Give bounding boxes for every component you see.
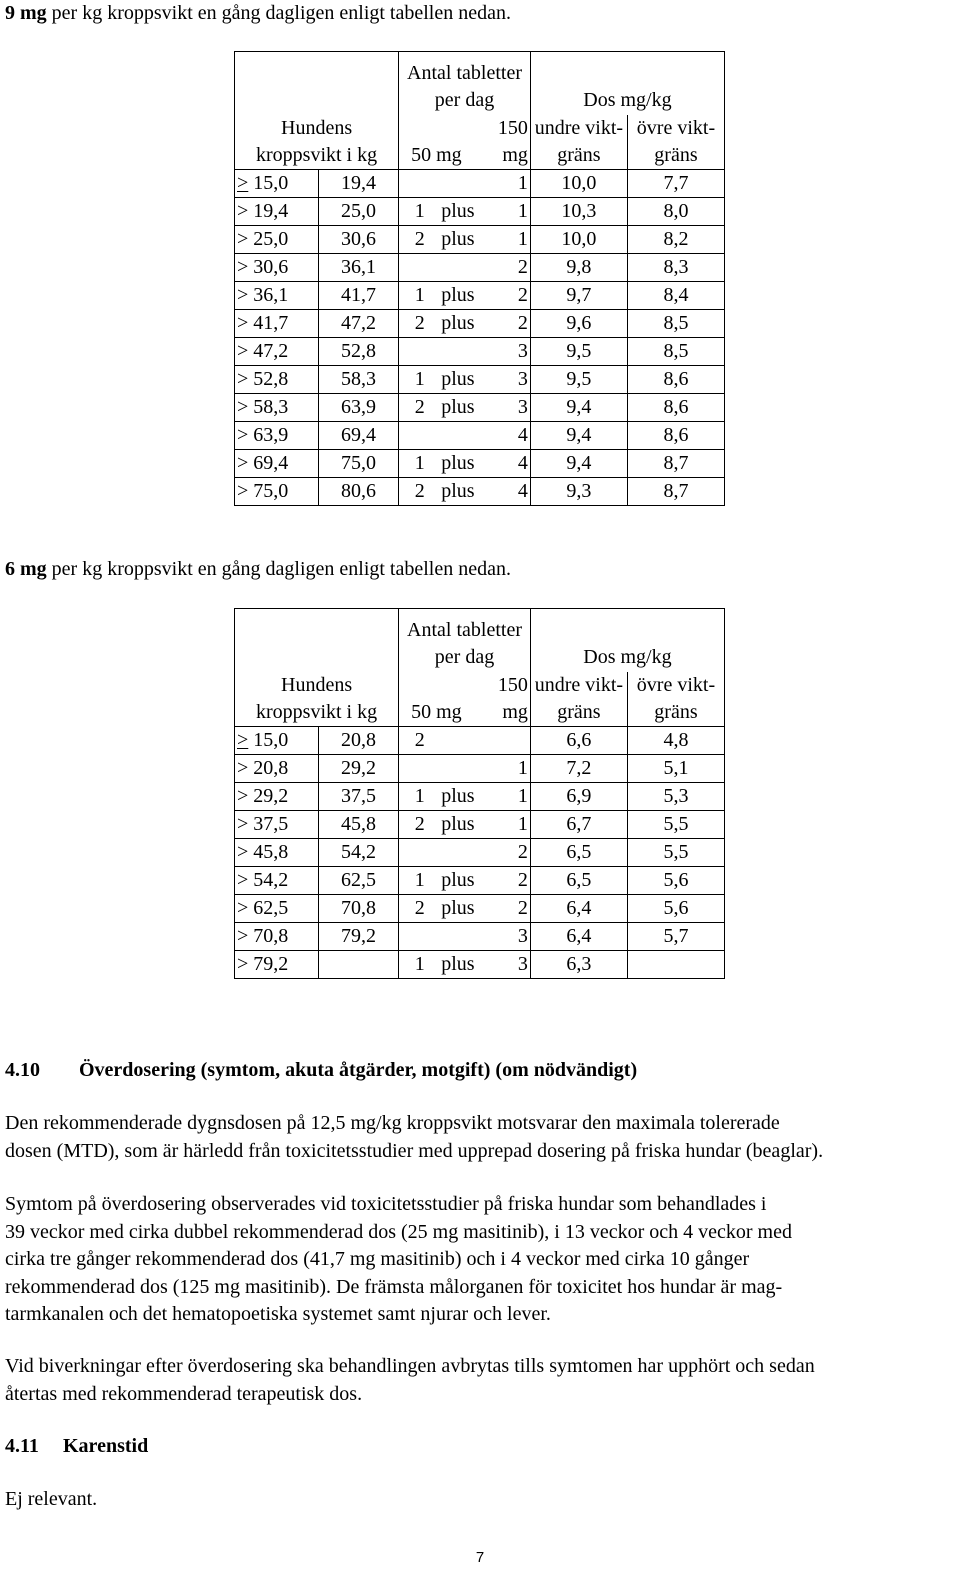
cell-tablets-50mg xyxy=(399,839,427,867)
cell-tablets-50mg: 2 xyxy=(399,895,427,923)
cell-plus: plus xyxy=(427,282,489,310)
cell-plus: plus xyxy=(427,198,489,226)
text-line: Symtom på överdosering observerades vid toxicitetsstudier på friska hundar som behandlades i xyxy=(5,1193,767,1215)
cell-plus: plus xyxy=(427,811,489,839)
cell-tablets-50mg xyxy=(399,170,427,198)
cell-weight-from: > 41,7 xyxy=(235,310,319,338)
text-line: cirka tre gånger rekommenderad dos (41,7 mg masitinib) och i 4 veckor med cirka 10 gånger xyxy=(5,1248,750,1270)
cell-tablets-150mg: 2 xyxy=(489,839,530,867)
table-row xyxy=(235,170,725,198)
cell-tablets-150mg: 3 xyxy=(489,923,530,951)
cell-weight-to xyxy=(318,951,398,979)
cell-dose-upper: 8,5 xyxy=(627,310,724,338)
table-row xyxy=(235,783,725,811)
cell-tablets-150mg: 1 xyxy=(489,811,530,839)
cell-weight-from: > 52,8 xyxy=(235,366,319,394)
text-line: återtas med rekommenderad terapeutisk dos. xyxy=(5,1382,363,1405)
cell-dose-upper: 8,7 xyxy=(627,478,724,506)
cell-dose-upper: 5,1 xyxy=(627,755,724,783)
cell-weight-from: > 15,0 xyxy=(235,170,319,198)
cell-tablets-50mg: 2 xyxy=(399,310,427,338)
header-tablets: Antal tabletter per dag xyxy=(399,52,531,116)
header-weight-top xyxy=(235,609,399,673)
section-title: Karenstid xyxy=(63,1435,149,1457)
cell-plus: plus xyxy=(427,867,489,895)
header-upper: övre vikt-gräns xyxy=(627,672,724,727)
cell-tablets-50mg: 1 xyxy=(399,450,427,478)
table-row xyxy=(235,867,725,895)
cell-dose-lower: 7,2 xyxy=(530,755,627,783)
cell-tablets-150mg: 1 xyxy=(489,198,530,226)
cell-dose-lower: 6,5 xyxy=(530,867,627,895)
cell-tablets-150mg: 3 xyxy=(489,338,530,366)
cell-tablets-150mg: 1 xyxy=(489,755,530,783)
cell-dose-upper: 8,5 xyxy=(627,338,724,366)
cell-tablets-50mg xyxy=(399,923,427,951)
table-row xyxy=(235,811,725,839)
table-body xyxy=(235,672,725,979)
cell-weight-from: > 29,2 xyxy=(235,783,319,811)
cell-weight-from: > 37,5 xyxy=(235,811,319,839)
cell-tablets-50mg: 1 xyxy=(399,783,427,811)
cell-tablets-150mg: 1 xyxy=(489,783,530,811)
cell-dose-lower: 9,3 xyxy=(530,478,627,506)
paragraph-treatment xyxy=(5,1353,955,1408)
table-row xyxy=(235,755,725,783)
paragraph-withdrawal: Ej relevant. xyxy=(5,1488,98,1510)
section-title: Överdosering (symtom, akuta åtgärder, motgift) (om nödvändigt) xyxy=(79,1059,638,1081)
table-row xyxy=(235,450,725,478)
cell-plus: plus xyxy=(427,394,489,422)
intro-6mg-bold: 6 mg xyxy=(5,558,47,580)
cell-weight-from: > 45,8 xyxy=(235,839,319,867)
cell-tablets-50mg: 1 xyxy=(399,198,427,226)
intro-9mg xyxy=(5,0,955,28)
section-4-11-heading xyxy=(5,1433,148,1460)
table-row xyxy=(235,727,725,755)
cell-weight-to: 62,5 xyxy=(318,867,398,895)
cell-tablets-150mg: 4 xyxy=(489,422,530,450)
cell-weight-to: 37,5 xyxy=(318,783,398,811)
cell-plus xyxy=(427,727,489,755)
cell-weight-to: 25,0 xyxy=(318,198,398,226)
cell-weight-to: 41,7 xyxy=(318,282,398,310)
cell-dose-upper: 8,6 xyxy=(627,394,724,422)
cell-weight-from: > 79,2 xyxy=(235,951,319,979)
text-line: Vid biverkningar efter överdosering ska behandlingen avbrytas tills symtomen har upphört och sedan xyxy=(5,1355,815,1377)
cell-weight-from: > 36,1 xyxy=(235,282,319,310)
cell-plus xyxy=(427,839,489,867)
cell-weight-to: 69,4 xyxy=(318,422,398,450)
cell-weight-to: 36,1 xyxy=(318,254,398,282)
table-row xyxy=(235,923,725,951)
cell-weight-from: > 20,8 xyxy=(235,755,319,783)
header-150mg: 150 mg xyxy=(489,115,530,170)
cell-plus: plus xyxy=(427,951,489,979)
cell-dose-upper: 5,6 xyxy=(627,895,724,923)
cell-plus: plus xyxy=(427,895,489,923)
cell-weight-from: > 69,4 xyxy=(235,450,319,478)
cell-dose-upper: 8,6 xyxy=(627,366,724,394)
header-50mg: 50 mg xyxy=(399,115,489,170)
cell-plus xyxy=(427,254,489,282)
header-weight: Hundens kroppsvikt i kg xyxy=(235,115,399,170)
table-row xyxy=(235,226,725,254)
cell-plus: plus xyxy=(427,226,489,254)
cell-dose-upper: 8,0 xyxy=(627,198,724,226)
cell-plus: plus xyxy=(427,450,489,478)
cell-dose-upper: 5,7 xyxy=(627,923,724,951)
cell-weight-from: > 58,3 xyxy=(235,394,319,422)
cell-dose-upper: 8,3 xyxy=(627,254,724,282)
text-line: rekommenderad dos (125 mg masitinib). De främsta målorganen för toxicitet hos hundar är mag- xyxy=(5,1275,783,1298)
cell-dose-lower: 6,3 xyxy=(530,951,627,979)
table-row xyxy=(235,394,725,422)
cell-weight-from: > 15,0 xyxy=(235,727,319,755)
header-weight-top xyxy=(235,52,399,116)
cell-weight-to: 20,8 xyxy=(318,727,398,755)
cell-weight-from: > 25,0 xyxy=(235,226,319,254)
section-number: 4.11 xyxy=(5,1435,39,1457)
cell-weight-from: > 19,4 xyxy=(235,198,319,226)
header-lower: undre vikt-gräns xyxy=(530,115,627,170)
cell-dose-lower: 9,5 xyxy=(530,366,627,394)
table-row xyxy=(235,198,725,226)
cell-dose-lower: 9,8 xyxy=(530,254,627,282)
cell-dose-lower: 6,4 xyxy=(530,923,627,951)
cell-weight-to: 63,9 xyxy=(318,394,398,422)
table-row xyxy=(235,310,725,338)
cell-weight-to: 75,0 xyxy=(318,450,398,478)
text-line: 39 veckor med cirka dubbel rekommenderad dos (25 mg masitinib), i 13 veckor och 4 veckor med xyxy=(5,1220,792,1243)
intro-9mg-text: per kg kroppsvikt en gång dagligen enligt tabellen nedan. xyxy=(46,2,511,24)
cell-tablets-150mg: 1 xyxy=(489,170,530,198)
cell-dose-upper: 8,2 xyxy=(627,226,724,254)
cell-plus xyxy=(427,170,489,198)
cell-plus: plus xyxy=(427,478,489,506)
cell-dose-upper: 5,5 xyxy=(627,811,724,839)
cell-tablets-50mg: 1 xyxy=(399,951,427,979)
cell-dose-upper: 7,7 xyxy=(627,170,724,198)
cell-tablets-150mg: 2 xyxy=(489,867,530,895)
cell-dose-lower: 6,7 xyxy=(530,811,627,839)
cell-weight-to: 19,4 xyxy=(318,170,398,198)
cell-tablets-150mg: 1 xyxy=(489,226,530,254)
cell-tablets-150mg: 3 xyxy=(489,394,530,422)
table-row xyxy=(235,478,725,506)
cell-dose-lower: 10,0 xyxy=(530,170,627,198)
cell-weight-from: > 54,2 xyxy=(235,867,319,895)
cell-dose-lower: 6,9 xyxy=(530,783,627,811)
cell-tablets-150mg: 2 xyxy=(489,310,530,338)
section-4-10-heading xyxy=(5,1057,637,1084)
cell-dose-upper: 5,5 xyxy=(627,839,724,867)
cell-dose-upper: 8,4 xyxy=(627,282,724,310)
cell-plus: plus xyxy=(427,366,489,394)
table-row xyxy=(235,951,725,979)
cell-tablets-150mg: 2 xyxy=(489,282,530,310)
dose-table-9mg xyxy=(234,51,725,506)
paragraph-mtd xyxy=(5,1110,955,1165)
table-row xyxy=(235,282,725,310)
table-row xyxy=(235,895,725,923)
cell-tablets-50mg: 2 xyxy=(399,727,427,755)
table-row xyxy=(235,839,725,867)
cell-dose-upper: 4,8 xyxy=(627,727,724,755)
cell-tablets-150mg: 4 xyxy=(489,478,530,506)
paragraph-symptoms xyxy=(5,1191,955,1329)
cell-dose-lower: 10,0 xyxy=(530,226,627,254)
cell-tablets-50mg xyxy=(399,422,427,450)
intro-6mg-text: per kg kroppsvikt en gång dagligen enligt tabellen nedan. xyxy=(46,558,511,580)
cell-tablets-50mg xyxy=(399,254,427,282)
table-row xyxy=(235,338,725,366)
cell-dose-upper: 8,6 xyxy=(627,422,724,450)
cell-tablets-150mg: 3 xyxy=(489,951,530,979)
cell-weight-to: 80,6 xyxy=(318,478,398,506)
cell-weight-from: > 70,8 xyxy=(235,923,319,951)
cell-weight-to: 58,3 xyxy=(318,366,398,394)
header-dose: Dos mg/kg xyxy=(530,52,724,116)
cell-dose-lower: 6,6 xyxy=(530,727,627,755)
cell-plus xyxy=(427,338,489,366)
text-line: dosen (MTD), som är härledd från toxicitetsstudier med upprepad dosering på friska hundar (beaglar). xyxy=(5,1139,824,1162)
cell-dose-lower: 9,6 xyxy=(530,310,627,338)
section-number: 4.10 xyxy=(5,1059,40,1081)
cell-tablets-50mg: 1 xyxy=(399,282,427,310)
cell-plus xyxy=(427,755,489,783)
cell-weight-from: > 30,6 xyxy=(235,254,319,282)
dose-table-6mg xyxy=(234,608,725,979)
cell-weight-to: 52,8 xyxy=(318,338,398,366)
text-line: tarmkanalen och det hematopoetiska systemet samt njurar och lever. xyxy=(5,1303,551,1325)
page-number: 7 xyxy=(475,1549,485,1566)
cell-dose-upper: 5,3 xyxy=(627,783,724,811)
cell-dose-upper: 5,6 xyxy=(627,867,724,895)
table-row xyxy=(235,254,725,282)
cell-weight-from: > 75,0 xyxy=(235,478,319,506)
cell-tablets-50mg: 2 xyxy=(399,394,427,422)
header-50mg: 50 mg xyxy=(399,672,489,727)
header-dose: Dos mg/kg xyxy=(530,609,724,673)
cell-tablets-50mg: 2 xyxy=(399,811,427,839)
header-tablets: Antal tabletter per dag xyxy=(399,609,531,673)
cell-dose-lower: 6,4 xyxy=(530,895,627,923)
intro-6mg xyxy=(5,556,955,584)
table-body xyxy=(235,115,725,506)
cell-weight-to: 45,8 xyxy=(318,811,398,839)
cell-weight-to: 54,2 xyxy=(318,839,398,867)
cell-weight-from: > 63,9 xyxy=(235,422,319,450)
cell-tablets-50mg: 1 xyxy=(399,867,427,895)
cell-weight-from: > 62,5 xyxy=(235,895,319,923)
cell-dose-upper xyxy=(627,951,724,979)
cell-tablets-50mg: 1 xyxy=(399,366,427,394)
cell-plus xyxy=(427,923,489,951)
cell-dose-lower: 9,4 xyxy=(530,450,627,478)
header-lower: undre vikt-gräns xyxy=(530,672,627,727)
cell-weight-from: > 47,2 xyxy=(235,338,319,366)
cell-weight-to: 70,8 xyxy=(318,895,398,923)
cell-dose-lower: 10,3 xyxy=(530,198,627,226)
cell-tablets-150mg: 3 xyxy=(489,366,530,394)
cell-dose-lower: 9,7 xyxy=(530,282,627,310)
header-upper: övre vikt-gräns xyxy=(627,115,724,170)
cell-tablets-50mg xyxy=(399,338,427,366)
intro-9mg-bold: 9 mg xyxy=(5,2,47,24)
cell-tablets-150mg xyxy=(489,727,530,755)
cell-tablets-50mg: 2 xyxy=(399,478,427,506)
cell-dose-lower: 9,5 xyxy=(530,338,627,366)
cell-dose-upper: 8,7 xyxy=(627,450,724,478)
text-line: Den rekommenderade dygnsdosen på 12,5 mg/kg kroppsvikt motsvarar den maximala tolererade xyxy=(5,1112,780,1134)
table-row xyxy=(235,366,725,394)
cell-tablets-150mg: 4 xyxy=(489,450,530,478)
header-weight: Hundens kroppsvikt i kg xyxy=(235,672,399,727)
cell-dose-lower: 9,4 xyxy=(530,394,627,422)
cell-dose-lower: 9,4 xyxy=(530,422,627,450)
cell-tablets-50mg xyxy=(399,755,427,783)
cell-weight-to: 30,6 xyxy=(318,226,398,254)
cell-plus xyxy=(427,422,489,450)
cell-tablets-150mg: 2 xyxy=(489,254,530,282)
table-row xyxy=(235,422,725,450)
cell-dose-lower: 6,5 xyxy=(530,839,627,867)
header-150mg: 150 mg xyxy=(489,672,530,727)
cell-weight-to: 29,2 xyxy=(318,755,398,783)
cell-plus: plus xyxy=(427,783,489,811)
cell-tablets-50mg: 2 xyxy=(399,226,427,254)
cell-weight-to: 79,2 xyxy=(318,923,398,951)
cell-weight-to: 47,2 xyxy=(318,310,398,338)
cell-tablets-150mg: 2 xyxy=(489,895,530,923)
cell-plus: plus xyxy=(427,310,489,338)
